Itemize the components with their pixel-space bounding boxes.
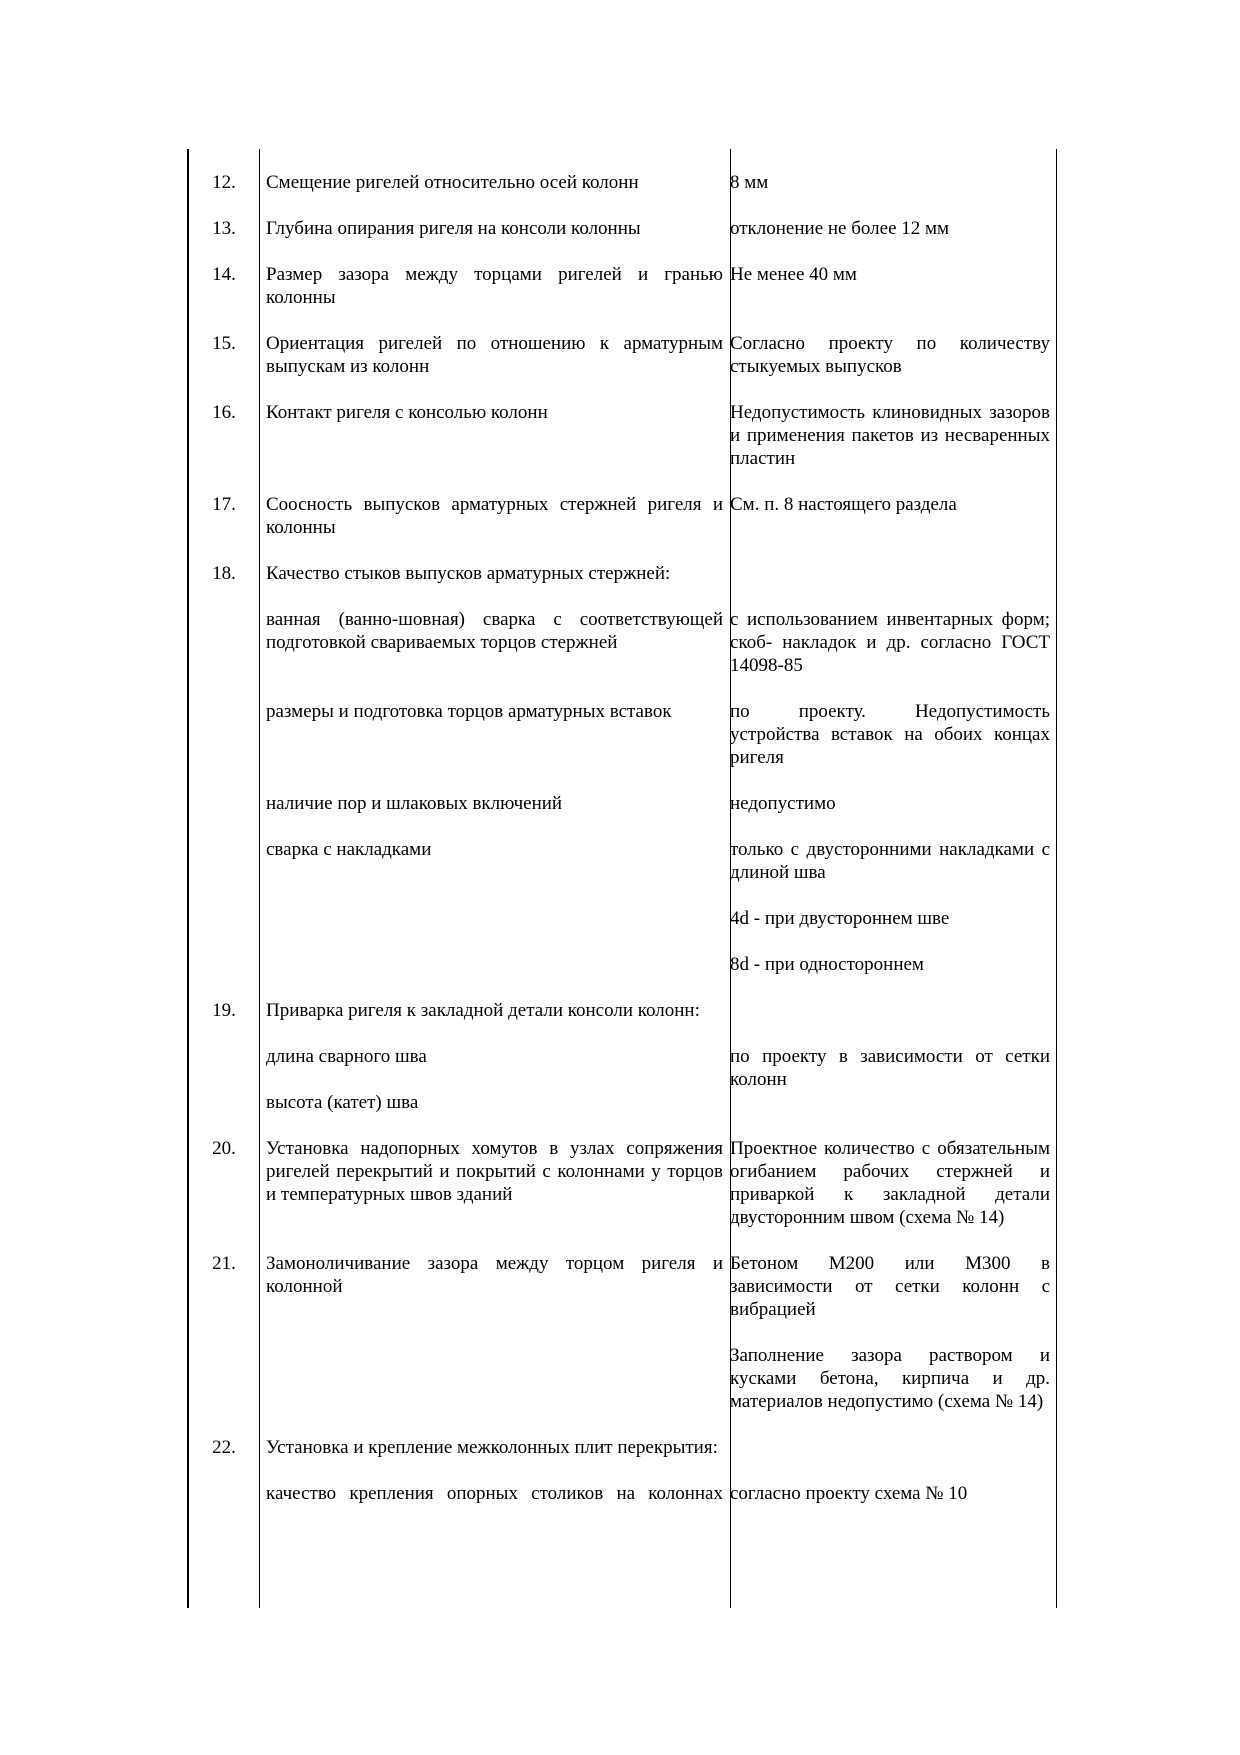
- row-description: наличие пор и шлаковых включений: [266, 793, 563, 814]
- value-text: с использованием инвентарных форм; скоб- накладок и др. согласно ГОСТ 14098-85: [730, 609, 1050, 676]
- value-text: Согласно проекту по количеству стыкуемых выпусков: [730, 333, 1050, 377]
- row-number: 14.: [212, 264, 236, 285]
- row-value: [730, 1137, 1050, 1229]
- table-row: [189, 332, 1056, 378]
- row-number: 20.: [212, 1138, 236, 1159]
- requirements-table: [189, 171, 1056, 1505]
- row-number: 22.: [212, 1437, 236, 1458]
- row-description: Замоноличивание зазора между торцом ригеля и колонной: [266, 1253, 723, 1297]
- table-row: [189, 263, 1056, 309]
- row-number: 19.: [212, 1000, 236, 1021]
- value-text: отклонение не более 12 мм: [730, 218, 950, 239]
- row-number: 13.: [212, 218, 236, 239]
- row-description: Установка надопорных хомутов в узлах сопряжения ригелей перекрытий и покрытий с колоннами у торцов и температурных швов зданий: [266, 1138, 723, 1205]
- row-number: 17.: [212, 494, 236, 515]
- row-value: [730, 700, 1050, 769]
- row-number: 12.: [212, 172, 236, 193]
- value-text: 8 мм: [730, 172, 769, 193]
- table-row: [189, 700, 1056, 769]
- value-text: Проектное количество с обязательным огибанием рабочих стержней и приваркой к закладной детали двусторонним швом (схема № 14): [730, 1138, 1050, 1228]
- table-row: [189, 171, 1056, 194]
- row-value: [730, 493, 1050, 516]
- row-value: [730, 1436, 1050, 1459]
- row-value: [730, 1482, 1050, 1505]
- table-row: [189, 1252, 1056, 1413]
- row-number: 21.: [212, 1253, 236, 1274]
- row-description: качество крепления опорных столиков на колоннах: [266, 1483, 723, 1504]
- description-text: высота (катет) шва: [266, 1092, 419, 1113]
- table-row: [189, 838, 1056, 976]
- value-text: Недопустимость клиновидных зазоров и применения пакетов из несваренных пластин: [730, 402, 1050, 469]
- table-row: [189, 401, 1056, 470]
- row-value: [730, 332, 1050, 378]
- row-description: Размер зазора между торцами ригелей и гранью колонны: [266, 264, 723, 308]
- row-description: Установка и крепление межколонных плит перекрытия:: [266, 1437, 718, 1458]
- row-description: Контакт ригеля с консолью колонн: [266, 402, 548, 423]
- row-value: [730, 838, 1050, 976]
- table-row: [189, 493, 1056, 539]
- row-description: Приварка ригеля к закладной детали консоли колонн:: [266, 1000, 700, 1021]
- value-text: См. п. 8 настоящего раздела: [730, 494, 957, 515]
- row-value: [730, 608, 1050, 677]
- row-number: 16.: [212, 402, 236, 423]
- value-text: Не менее 40 мм: [730, 264, 857, 285]
- row-description: сварка с накладками: [266, 839, 432, 860]
- row-number: 15.: [212, 333, 236, 354]
- row-description: [266, 1045, 723, 1114]
- value-text: по проекту в зависимости от сетки колонн: [730, 1046, 1050, 1090]
- table-row: [189, 1137, 1056, 1229]
- value-text: по проекту. Недопустимость устройства вставок на обоих концах ригеля: [730, 701, 1050, 768]
- value-text: Бетоном М200 или М300 в зависимости от сетки колонн с вибрацией: [730, 1253, 1050, 1320]
- table-row: [189, 562, 1056, 585]
- row-value: [730, 217, 1050, 240]
- row-number: 18.: [212, 563, 236, 584]
- row-value: [730, 171, 1050, 194]
- value-text: 8d - при одностороннем: [730, 954, 924, 975]
- value-text: Заполнение зазора раствором и кусками бетона, кирпича и др. материалов недопустимо (схема № 14): [730, 1345, 1050, 1412]
- row-value: [730, 1045, 1050, 1091]
- table-row: [189, 1045, 1056, 1114]
- row-description: Глубина опирания ригеля на консоли колонны: [266, 218, 641, 239]
- row-value: [730, 999, 1050, 1022]
- row-description: Ориентация ригелей по отношению к арматурным выпускам из колонн: [266, 333, 723, 377]
- row-value: [730, 401, 1050, 470]
- table-row: [189, 608, 1056, 677]
- row-value: [730, 562, 1050, 585]
- row-value: [730, 792, 1050, 815]
- value-text: только с двусторонними накладками с длиной шва: [730, 839, 1050, 883]
- row-description: размеры и подготовка торцов арматурных вставок: [266, 701, 672, 722]
- description-text: длина сварного шва: [266, 1046, 427, 1067]
- row-description: Качество стыков выпусков арматурных стержней:: [266, 563, 671, 584]
- row-description: ванная (ванно-шовная) сварка с соответствующей подготовкой свариваемых торцов стержней: [266, 609, 723, 653]
- row-description: Смещение ригелей относительно осей колонн: [266, 172, 639, 193]
- table-row: [189, 1436, 1056, 1459]
- table-row: [189, 1482, 1056, 1505]
- value-text: 4d - при двустороннем шве: [730, 908, 950, 929]
- table-row: [189, 792, 1056, 815]
- value-text: согласно проекту схема № 10: [730, 1483, 968, 1504]
- value-text: недопустимо: [730, 793, 836, 814]
- row-description: Соосность выпусков арматурных стержней ригеля и колонны: [266, 494, 723, 538]
- table-border-right: [1056, 149, 1057, 1608]
- table-row: [189, 999, 1056, 1022]
- table-row: [189, 217, 1056, 240]
- row-value: [730, 1252, 1050, 1413]
- row-value: [730, 263, 1050, 286]
